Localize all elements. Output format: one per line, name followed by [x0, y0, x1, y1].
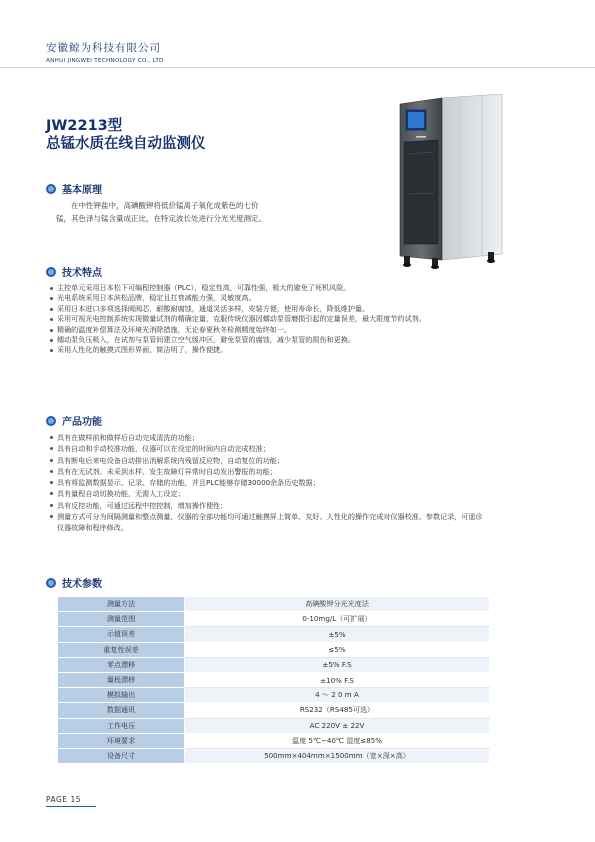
spec-value: 500mm×404mm×1500mm（宽×深×高）: [185, 748, 490, 763]
table-row: [58, 672, 490, 687]
list-item: 采用人性化的触摸式图形界面，简洁明了，操作便捷。: [52, 345, 484, 355]
spec-key: 示值误差: [58, 627, 185, 642]
principle-line: 在中性钾盐中，高碘酸钾将低价锰离子氧化成紫色的七价: [71, 201, 259, 210]
table-row: [58, 733, 490, 748]
header-divider: [0, 67, 595, 68]
company-name-en: ANHUI JINGWEI TECHNOLOGY CO., LTD: [46, 58, 164, 64]
analyzer-cabinet-image: [398, 94, 508, 270]
spec-value: 温度 5℃~40℃ 湿度≤85%: [185, 733, 490, 748]
spec-table: [57, 596, 490, 764]
spec-key: 测量方法: [58, 597, 185, 612]
spec-key: 测量范围: [58, 612, 185, 627]
section-features-title: 技术特点: [62, 268, 102, 279]
spec-value: ≤5%: [185, 642, 490, 657]
table-row: [58, 718, 490, 733]
list-item: 具有自动和手动校准功能，仪器可以在设定的时间内自动完成校准；: [52, 443, 484, 454]
company-name-cn: 安徽鲸为科技有限公司: [46, 42, 161, 54]
spec-key: 模拟输出: [58, 688, 185, 703]
list-item: 具有在做样前和做样后自动完成清洗的功能；: [52, 432, 484, 443]
section-bullet-icon: [46, 578, 56, 588]
spec-value: AC 220V ± 22V: [185, 718, 490, 733]
list-item: 具有量程自动切换功能，无需人工设定；: [52, 488, 484, 499]
spec-value: ±5% F.S: [185, 657, 490, 672]
table-row: [58, 657, 490, 672]
spec-value: ±5%: [185, 627, 490, 642]
section-bullet-icon: [46, 184, 56, 194]
section-functions-title: 产品功能: [62, 417, 102, 428]
list-item: 测量方式可分为间隔测量和整点测量，仪器的全部功能均可通过触摸屏上简单、友好、人性化的操作完成对仪器校准、参数记录，可遥诊仪器故障和程序修改。: [52, 511, 484, 534]
section-specs-title: 技术参数: [62, 579, 102, 590]
spec-key: 数据通讯: [58, 703, 185, 718]
spec-value: 4 ～ 2 0 m A: [185, 688, 490, 703]
product-title: [46, 117, 206, 154]
page-number: PAGE 15: [46, 795, 82, 804]
spec-key: 重复性误差: [58, 642, 185, 657]
spec-key: 量程漂移: [58, 672, 185, 687]
section-specs-header: [46, 575, 102, 590]
table-row: [58, 627, 490, 642]
list-item: 精确的温度补偿算法及环境光消除措施，无论春夏秋冬检测精度始终如一。: [52, 325, 484, 335]
product-model: JW2213型: [46, 118, 123, 134]
principle-text: [56, 199, 356, 225]
table-row: [58, 597, 490, 612]
spec-value: ±10% F.S: [185, 672, 490, 687]
company-header: [46, 40, 164, 64]
list-item: 光电系统采用日本滨松品牌，稳定且扛衰减能力强，灵敏度高。: [52, 293, 484, 303]
spec-value: 0-10mg/L（可扩展）: [185, 612, 490, 627]
list-item: 具有反控功能，可通过远程中控控制，增加操作便性；: [52, 500, 484, 511]
spec-key: 设备尺寸: [58, 748, 185, 763]
list-item: 采用日本进口多项选择阀阀芯，耐酸耐腐蚀，通道灵活多样，安装方便，使用寿命长，降低维护量。: [52, 304, 484, 314]
spec-value: 高碘酸钾分光光度法: [185, 597, 490, 612]
list-item: 具有在无试剂、未采到水样、发生故障灯异常时自动发出警报的功能；: [52, 466, 484, 477]
table-row: [58, 688, 490, 703]
spec-key: 工作电压: [58, 718, 185, 733]
table-row: [58, 642, 490, 657]
section-bullet-icon: [46, 267, 56, 277]
section-functions-header: [46, 413, 102, 428]
section-principle-header: [46, 181, 102, 196]
principle-line: 锰，其色泽与锰含量成正比，在特定波长处进行分光光度测定。: [56, 214, 266, 223]
section-features-header: [46, 264, 102, 279]
list-item: 具有断电后来电设备自动排出消解系统内残留反应物，自动复位的功能；: [52, 455, 484, 466]
spec-key: 环境要求: [58, 733, 185, 748]
table-row: [58, 748, 490, 763]
list-item: 具有将监测数据显示、记录、存储的功能，并且PLC能够存储30000余条历史数据；: [52, 477, 484, 488]
list-item: 蠕动泵负压吸入，在试剂与泵管间建立空气缓冲区，避免泵管的腐蚀，减少泵管的损伤和更换。: [52, 335, 484, 345]
table-row: [58, 703, 490, 718]
functions-list: [52, 432, 484, 534]
spec-value: RS232（RS485可选）: [185, 703, 490, 718]
spec-key: 零点漂移: [58, 657, 185, 672]
product-name: 总锰水质在线自动监测仪: [46, 136, 206, 152]
section-principle-title: 基本原理: [62, 185, 102, 196]
table-row: [58, 612, 490, 627]
page-number-underline: [46, 806, 96, 807]
list-item: 采用可视光电控制系统实现微量试剂的精确定量，克服传统仪器因蠕动泵管磨损引起的定量误差，最大限度节约试剂。: [52, 314, 484, 324]
section-bullet-icon: [46, 416, 56, 426]
list-item: 主控单元采用日本松下可编程控制器（PLC），稳定性高，可靠性强，极大的避免了死机风险。: [52, 283, 484, 293]
features-list: [52, 283, 484, 356]
